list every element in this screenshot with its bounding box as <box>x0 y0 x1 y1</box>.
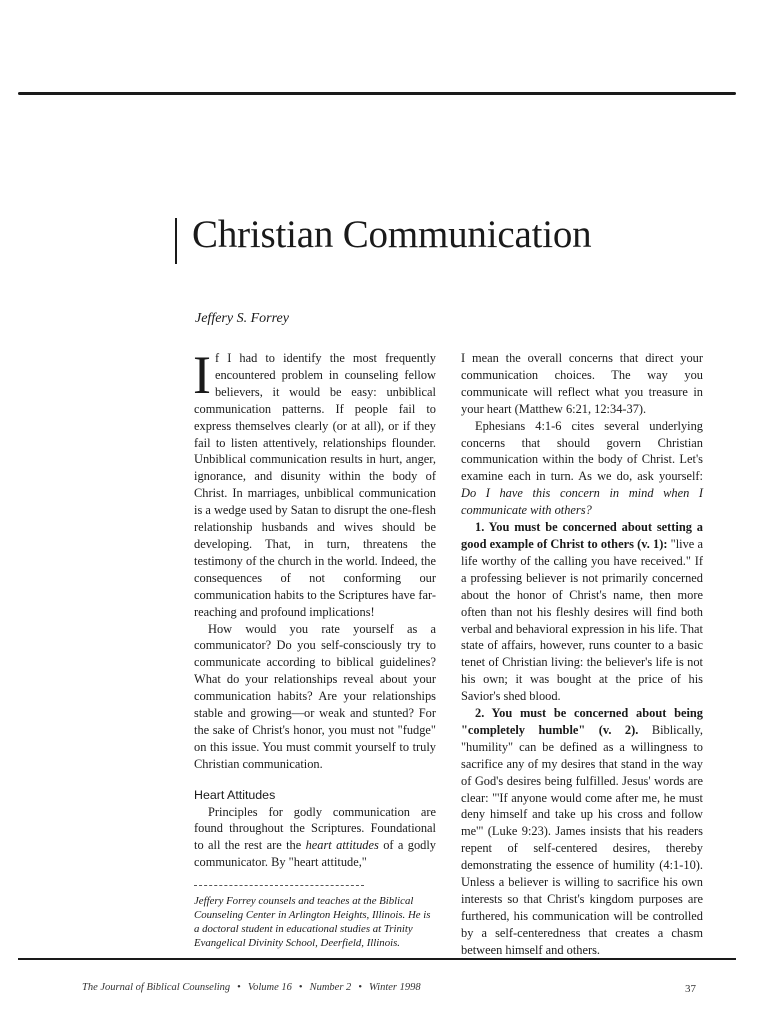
article-title: Christian Communication <box>192 213 592 256</box>
intro-paragraph <box>193 345 436 621</box>
emphasis-question: Do I have this concern in mind when I communicate with others? <box>461 486 703 518</box>
paragraph-point-2: 2. You must be concerned about being "completely humble" (v. 2). Biblically, "humility" can be defined as a willingness to sacrifice any of my desires that stand in the way of God's desires being fulfilled. Jesus' words are clear: "'If anyone would come after me, he must deny himself and take up his cross and follow me'" (Luke 9:23). James insists that his readers repent of self-centered desires, thereby demonstrating the essence of humility (4:1-10). Unless a believer is willing to sacrifice his own interests so that Christ's kingdom purposes are furthered, his communication will be controlled by a self-centeredness that creates a chasm between himself and others. <box>461 706 703 957</box>
intro-text: f I had to identify the most frequently encountered problem in counseling fellow believers, it would be easy: unbiblical communication patterns. If people fail to express themselves clearly (or at all), or if they fail to listen attentively, relationships flounder. Unbiblical communication results in hurt, anger, ignorance, and disunity within the body of Christ. In marriages, unbiblical communication is a wedge used by Satan to disrupt the one-flesh relationship husbands and wives should be developing. That, in turn, threatens the testimony of the church in the world. Indeed, the consequences of not conforming our communication habits to the Scriptures have far-reaching and profound implications! <box>194 351 436 619</box>
footer-number: Number 2 <box>309 982 352 993</box>
paragraph-rate-yourself: How would you rate yourself as a communicator? Do you self-consciously try to communicate according to biblical guidelines? What do your relationships reveal about your communication habits? Are your relationships stable and growing—or weak and stunted? For the sake of Christ's honor, you must not "fudge" on this issue. You must commit yourself to truly Christian communication. <box>194 621 436 771</box>
column-right <box>461 350 703 959</box>
emphasis-heart-attitudes: heart attitudes <box>305 838 379 853</box>
author-byline: Jeffery S. Forrey <box>195 311 289 326</box>
footer-volume: Volume 16 <box>247 982 292 993</box>
point-1-heading: 1. You must be concerned about setting a good example of Christ to others (v. 1): <box>461 520 703 551</box>
author-bio: Jeffery Forrey counsels and teaches at the Biblical Counseling Center in Arlington Heights, Illinois. He is a doctoral student in educational studies at Trinity Evangelical Divinity School, Deerfield, Illinois. <box>194 895 431 950</box>
bottom-rule <box>18 958 736 960</box>
footer-journal: The Journal of Biblical Counseling <box>82 982 231 993</box>
drop-cap: I <box>193 345 211 405</box>
footer-citation: The Journal of Biblical Counseling • Volume 16 • Number 2 • Winter 1998 <box>82 982 421 993</box>
title-bar <box>175 218 177 264</box>
paragraph-heart-attitude-meaning: I mean the overall concerns that direct your communication choices. The way you communicate will reflect what you treasure in your heart (Matthew 6:21, 12:34-37). <box>461 351 703 416</box>
paragraph-point-1: 1. You must be concerned about setting a good example of Christ to others (v. 1): "live a life worthy of the calling you have received." If a professing believer is not primarily concerned about the honor of Christ's name, then more often than not his fleshly desires will find both verbal and behavioral expression in his life. That state of affairs, however, runs counter to a basic tenet of Christian living: the believer's life is not his own; it was bought at the price of his Savior's shed blood. <box>461 520 704 704</box>
point-2-heading: 2. You must be concerned about being "completely humble" (v. 2). <box>461 706 703 737</box>
column-left <box>193 345 436 950</box>
bio-divider <box>194 885 364 886</box>
footer-issue: Winter 1998 <box>369 982 421 993</box>
paragraph-principles: Principles for godly communication are found throughout the Scriptures. Foundational to all the rest are the heart attitudes of a godly communicator. By "heart attitude," <box>194 804 436 870</box>
section-heading-heart-attitudes: Heart Attitudes <box>194 787 276 802</box>
top-rule <box>18 92 736 95</box>
paragraph-ephesians: Ephesians 4:1-6 cites several underlying concerns that should govern Christian communication within the body of Christ. Let's examine each in turn. As we do, ask yourself: Do I have this concern in mind when I communicate with others? <box>461 418 703 518</box>
page-number: 37 <box>685 983 696 995</box>
